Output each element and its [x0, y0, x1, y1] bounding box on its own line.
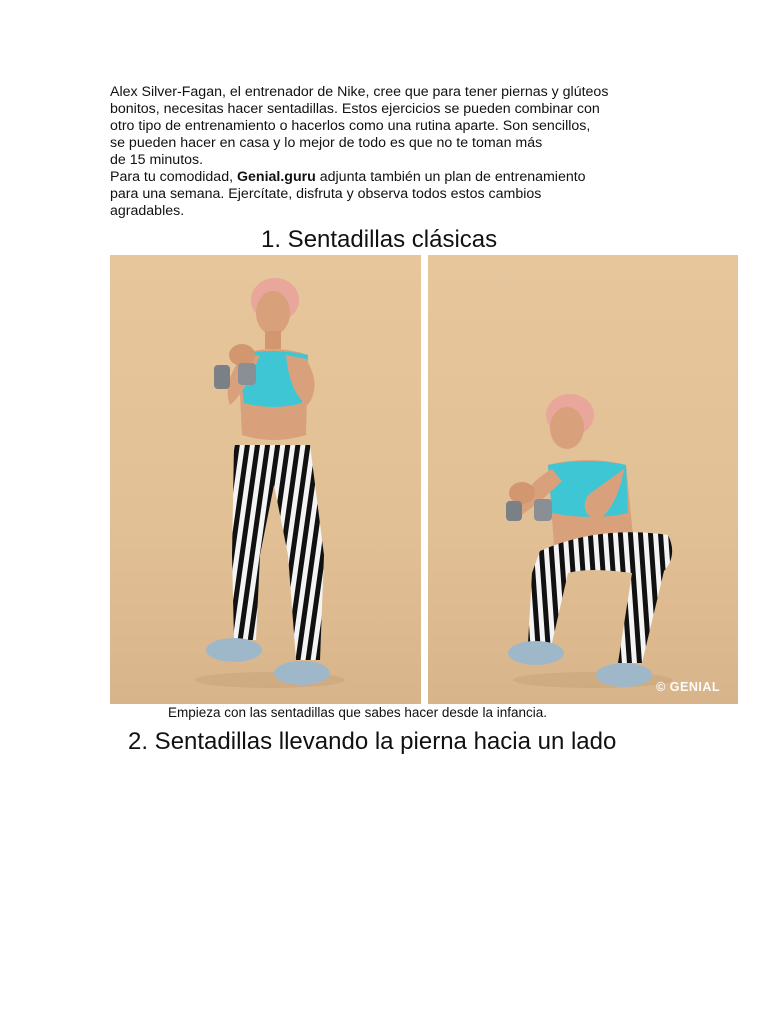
intro-line: otro tipo de entrenamiento o hacerlos como una rutina aparte. Son sencillos,	[110, 118, 591, 134]
intro-line: agradables.	[110, 203, 185, 219]
intro-paragraph-2	[110, 169, 670, 220]
woman-standing-illustration	[110, 255, 421, 704]
intro-line: Alex Silver-Fagan, el entrenador de Nike, cree que para tener piernas y glúteos	[110, 84, 609, 100]
intro-line: se pueden hacer en casa y lo mejor de todo es que no te toman más	[110, 135, 543, 151]
brand-name: Genial.guru	[236, 169, 316, 185]
section-1-heading: 1. Sentadillas clásicas	[261, 226, 498, 253]
intro-line: adjunta también un plan de entrenamiento	[315, 169, 586, 185]
intro-line: para una semana. Ejercítate, disfruta y observa todos estos cambios	[110, 186, 542, 202]
intro-line: Para tu comodidad,	[110, 169, 237, 185]
intro-paragraph-1	[110, 84, 670, 169]
photo-standing-pose	[110, 255, 421, 704]
section-1-caption: Empieza con las sentadillas que sabes hacer desde la infancia.	[168, 705, 547, 720]
intro-line: de 15 minutos.	[110, 152, 204, 168]
section-2-heading: 2. Sentadillas llevando la pierna hacia un lado	[128, 728, 617, 755]
woman-squatting-illustration	[428, 255, 738, 704]
intro-text	[110, 84, 670, 220]
intro-line: bonitos, necesitas hacer sentadillas. Estos ejercicios se pueden combinar con	[110, 101, 600, 117]
photo-squat-pose	[428, 255, 738, 704]
genial-watermark: © GENIAL	[656, 680, 720, 694]
